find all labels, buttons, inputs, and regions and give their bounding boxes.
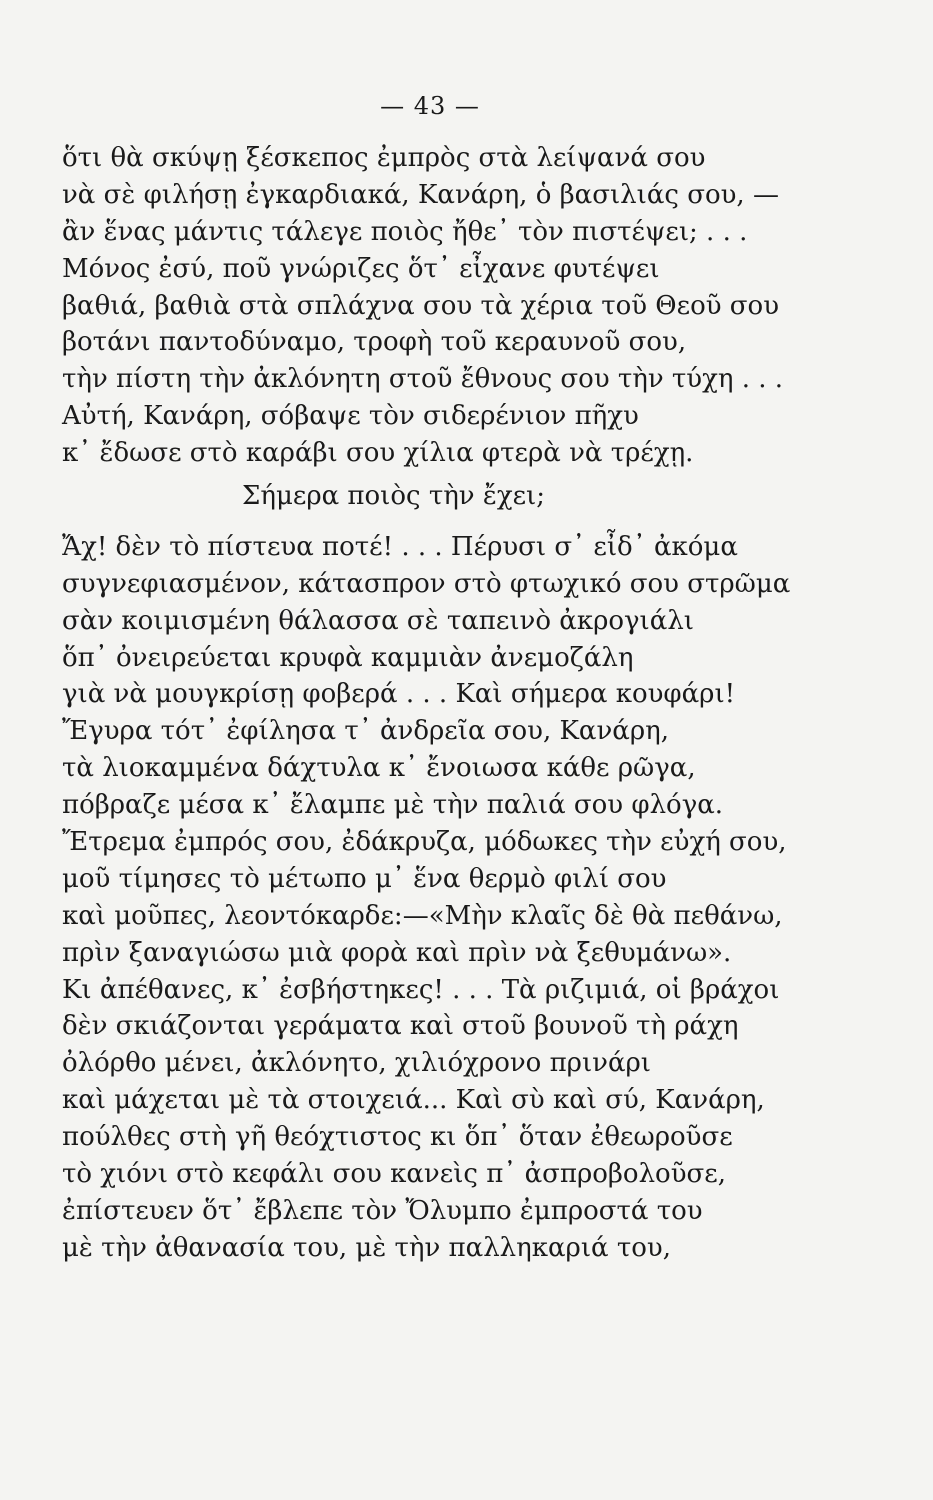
poem-line: νὰ σὲ φιλήσῃ ἐγκαρδιακά, Κανάρη, ὁ βασιλιάς σου, — [62,179,779,210]
poem-line: καὶ μοῦπες, λεοντόκαρδε:—«Μὴν κλαῖς δὲ θὰ πεθάνω, [62,900,783,931]
poem-line: καὶ μάχεται μὲ τὰ στοιχειά... Καὶ σὺ καὶ σύ, Κανάρη, [62,1085,765,1116]
poem-line: ὅπ᾽ ὀνειρεύεται κρυφὰ καμμιὰν ἀνεμοζάλη [62,642,634,673]
poem-line: Αὐτή, Κανάρη, σόβαψε τὸν σιδερένιον πῆχυ [62,401,639,432]
poem-line: τὰ λιοκαμμένα δάχτυλα κ᾽ ἔνοιωσα κάθε ρῶγα, [62,753,696,784]
poem-line: μοῦ τίμησες τὸ μέτωπο μ᾽ ἕνα θερμὸ φιλί σου [62,863,667,894]
poem-line: ὅτι θὰ σκύψῃ ξέσκεπος ἐμπρὸς στὰ λείψανά σου [62,143,706,173]
poem-line: πόβραζε μέσα κ᾽ ἔλαμπε μὲ τὴν παλιά σου φλόγα. [62,790,724,821]
poem-line: κ᾽ ἔδωσε στὸ καράβι σου χίλια φτερὰ νὰ τρέχῃ. [62,438,694,469]
poem-line: τὴν πίστη τὴν ἀκλόνητη στοῦ ἔθνους σου τὴν τύχη . . . [62,364,784,395]
poem-line: σὰν κοιμισμένη θάλασσα σὲ ταπεινὸ ἀκρογιάλι [62,605,694,636]
poem-line: πούλθες στὴ γῆ θεόχτιστος κι ὅπ᾽ ὅταν ἐθεωροῦσε [62,1122,733,1153]
poem-line: δὲν σκιάζονται γεράματα καὶ στοῦ βουνοῦ τὴ ράχη [62,1011,739,1042]
poem-line: μὲ τὴν ἀθανασία του, μὲ τὴν παλληκαριά του, [62,1232,671,1263]
poem-line: Ἄχ! δὲν τὸ πίστευα ποτέ! . . . Πέρυσι σ᾽ εἶδ᾽ ἀκόμα [62,531,738,562]
poem-line: Ἔγυρα τότ᾽ ἐφίλησα τ᾽ ἀνδρεῖα σου, Κανάρη, [62,716,669,747]
poem-line: τὸ χιόνι στὸ κεφάλι σου κανεὶς π᾽ ἀσπροβολοῦσε, [62,1159,727,1190]
poem-line: γιὰ νὰ μουγκρίσῃ φοβερά . . . Καὶ σήμερα κουφάρι! [62,679,736,710]
poem-line: βαθιά, βαθιὰ στὰ σπλάχνα σου τὰ χέρια τοῦ Θεοῦ σου [62,290,780,321]
poem-line: ὀλόρθο μένει, ἀκλόνητο, χιλιόχρονο πρινάρι [62,1048,651,1079]
page-number: — 43 — [380,92,480,120]
poem-line: βοτάνι παντοδύναμο, τροφὴ τοῦ κεραυνοῦ σου, [62,327,687,358]
poem-line: Μόνος ἐσύ, ποῦ γνώριζες ὅτ᾽ εἶχανε φυτέψει [62,253,660,284]
poem-line: πρὶν ξαναγιώσω μιὰ φορὰ καὶ πρὶν νὰ ξεθυμάνω». [62,937,732,968]
poem-text [62,140,852,1267]
poem-line-indented: Σήμερα ποιὸς τὴν ἔχει; [242,481,546,512]
poem-line: συγνεφιασμένον, κάτασπρον στὸ φτωχικό σου στρῶμα [62,568,791,599]
poem-line: Ἔτρεμα ἐμπρός σου, ἐδάκρυζα, μόδωκες τὴν εὐχή σου, [62,827,787,858]
poem-line: ἐπίστευεν ὅτ᾽ ἔβλεπε τὸν Ὄλυμπο ἐμπροστά του [62,1195,703,1226]
poem-line: Κι ἀπέθανες, κ᾽ ἐσβήστηκες! . . . Τὰ ριζιμιά, οἱ βράχοι [62,974,780,1005]
poem-line: ἂν ἕνας μάντις τάλεγε ποιὸς ἤθε᾽ τὸν πιστέψει; . . . [62,216,748,247]
